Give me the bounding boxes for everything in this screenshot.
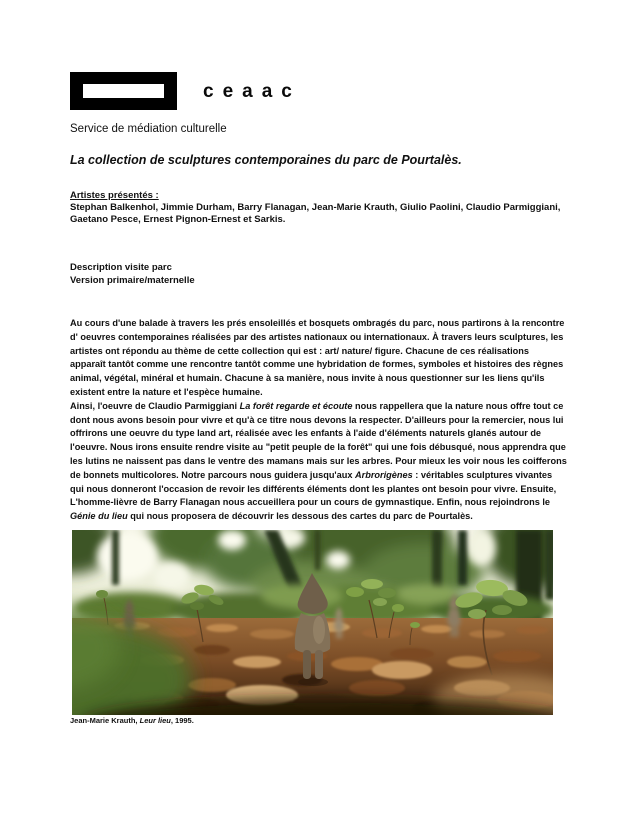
artists-names: Stephan Balkenhol, Jimmie Durham, Barry Flanagan, Jean-Marie Krauth, Giulio Paolini, Claudio Parmiggiani, Gaetano Pesce, Ernest Pignon-Ernest et Sarkis.: [70, 202, 561, 225]
service-subtitle: Service de médiation culturelle: [70, 123, 227, 135]
forest-photo-illustration: [72, 530, 553, 715]
photo-caption: Jean-Marie Krauth, Leur lieu, 1995.: [70, 716, 194, 725]
ceaac-logotype: ceaac: [203, 81, 301, 102]
ceaac-logo-inner-frame: [83, 84, 164, 98]
artists-heading: Artistes présentés :: [70, 190, 159, 201]
ceaac-logo-icon: [70, 72, 177, 110]
document-title: La collection de sculptures contemporaines du parc de Pourtalès.: [70, 153, 462, 167]
body-paragraph-1: Au cours d'une balade à travers les prés ensoleillés et bosquets ombragés du parc, nous partirons à la rencontre d' oeuvres contemporaines réalisées par des artistes nationaux ou internationaux. À travers leurs sculptures, les artistes ont répondu au thème de cette collection qui est : art/ nature/ figure. Chacune de ces réalisations apparaît tantôt comme une rencontre tantôt comme une hybridation de formes, symboles et histoires des règnes animal, végétal, minéral et humain. Chacune à sa manière, nous invite à nous questionner sur les liens qu'ils existent entre la nature et l'espèce humaine.: [70, 318, 565, 397]
description-line-2: Version primaire/maternelle: [70, 274, 195, 286]
body-text: [70, 317, 567, 524]
body-paragraph-2: Ainsi, l'oeuvre de Claudio Parmiggiani La forêt regarde et écoute nous rappellera que la nature nous offre tout ce dont nous avons besoin pour vivre et qu'à ce titre nous devons la respecter. D'ailleurs pour la remercier, nous lui offrirons une oeuvre du type land art, réalisée avec les enfants à l'aide d'éléments naturels glanés autour de l'oeuvre. Nous irons ensuite rendre visite au "petit peuple de la forêt" qui une fois débusqué, nous apprendra que les lutins ne naissent pas dans le ventre des mamans mais sur les arbres. Pour mieux les voir nous les coifferons de bonnets multicolores. Notre parcours nous guidera jusqu'aux Arbrorigènes : véritables sculptures vivantes qui nous donneront l'occasion de revoir les différents éléments dont les plantes ont besoin pour vivre. Ensuite, L'homme-lièvre de Barry Flanagan nous accueillera pour un cours de gymnastique. Enfin, nous rejoindrons le Génie du lieu qui nous proposera de découvrir les dessous des cartes du parc de Pourtalès.: [70, 400, 567, 522]
description-line-1: Description visite parc: [70, 262, 172, 273]
description-block: [70, 262, 195, 287]
photo-leur-lieu: [72, 530, 553, 715]
